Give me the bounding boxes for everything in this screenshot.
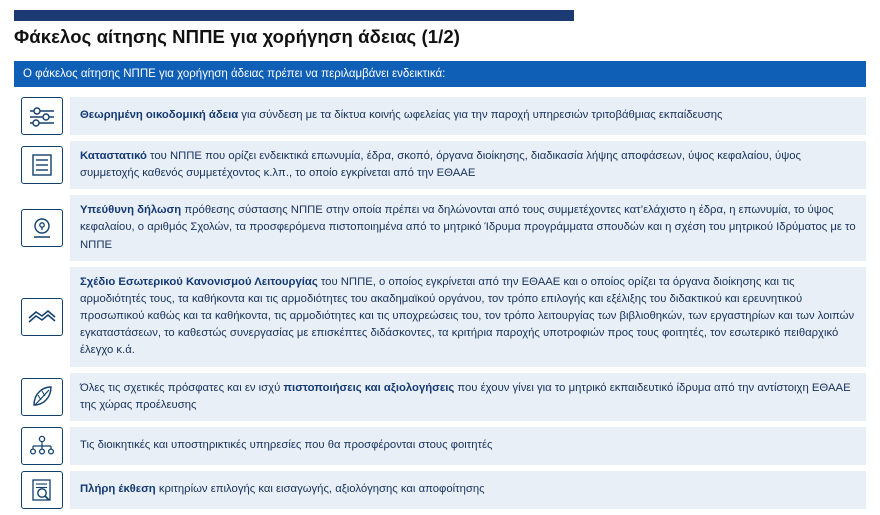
list-item-rest: για σύνδεση με τα δίκτυα κοινής ωφελείας για την παροχή υπηρεσιών τριτοβάθμιας εκπαίδευσης <box>238 109 723 122</box>
list-item-text <box>70 141 866 189</box>
list-item-rest: του ΝΠΠΕ, ο οποίος εγκρίνεται από την ΕΘΑΑΕ και ο οποίος ορίζει τα όργανα διοίκησης και τις αρμοδιότητές τους, τα καθήκοντα και τις αρμοδιότητες του ακαδημαϊκού οργάνου, τον τρόπο επιλογής και εξέλιξης του διδακτικού και ερευνητικού προσωπικού καθώς και τα καθήκοντα, τις αρμοδιότητες και τις υποχρεώσεις του, τον τρόπο λειτουργίας των βιβλιοθηκών, των εργαστηρίων και των λοιπών εγκαταστάσεων, το καθεστώς συνεργασίας με επισκέπτες διδάσκοντες, τα κριτήρια παροχής υποτροφιών προς τους φοιτητές, τον εσωτερικό πειθαρχικό έλεγχο κ.ά. <box>80 275 855 357</box>
org-chart-icon-glyph <box>28 434 56 458</box>
list-item-lead: Υπεύθυνη δήλωση <box>80 204 182 217</box>
document-lines-icon-glyph <box>29 153 55 177</box>
stamp-seal-icon <box>21 209 63 247</box>
list-item-lead: πιστοποιήσεις και αξιολογήσεις <box>283 381 455 394</box>
list-item-rest: κριτηρίων επιλογής και εισαγωγής, αξιολόγησης και αποφοίτησης <box>155 483 485 496</box>
icon-cell <box>14 373 70 421</box>
list-item <box>14 267 866 367</box>
list-item-rest: του ΝΠΠΕ που ορίζει ενδεικτικά επωνυμία, έδρα, σκοπό, όργανα διοίκησης, διαδικασία λήψης αποφάσεων, ύψος κεφαλαίου, ύψος συμμετοχής καθενός συμμετέχοντος κ.λπ., το οποίο εγκρίνεται από την ΕΘΑΑΕ <box>80 150 801 180</box>
list-item <box>14 195 866 260</box>
list-item-text <box>70 373 866 421</box>
list-item-text <box>70 195 866 260</box>
list-item-lead: Πλήρη έκθεση <box>80 483 156 496</box>
report-magnifier-icon <box>21 471 63 509</box>
list-item <box>14 373 866 421</box>
list-item-text <box>70 97 866 135</box>
icon-cell <box>14 195 70 260</box>
leaf-quality-icon <box>21 378 63 416</box>
list-item-text <box>70 427 866 465</box>
list-item-rest: Τις διοικητικές και υποστηρικτικές υπηρεσίες που θα προσφέρονται στους φοιτητές <box>80 439 493 452</box>
list-item <box>14 471 866 509</box>
icon-cell <box>14 427 70 465</box>
list-item-lead: Καταστατικό <box>80 150 147 162</box>
handshake-icon <box>21 298 63 336</box>
blueprint-icon <box>21 97 63 135</box>
list-item-rest: που έχουν γίνει για το μητρικό εκπαιδευτικό ίδρυμα από την αντίστοιχη ΕΘΑΑΕ της χώρας προέλευσης <box>80 381 851 411</box>
icon-cell <box>14 267 70 367</box>
list-item-rest: πρόθεσης σύστασης ΝΠΠΕ στην οποία πρέπει να δηλώνονται από τους συμμετέχοντες κατ’ελάχιστο η έδρα, η επωνυμία, το ύψος κεφαλαίου, ο αριθμός Σχολών, τα προσφερόμενα πιστοποιημένα από το μητρικό Ίδρυμα προγράμματα σπουδών και η σχέση του μητρικού Ιδρύματος με το ΝΠΠΕ <box>80 204 856 251</box>
list-item-text <box>70 471 866 509</box>
blueprint-icon-glyph <box>28 104 56 128</box>
list-item-lead: Θεωρημένη οικοδομική άδεια <box>80 109 239 122</box>
list-item <box>14 97 866 135</box>
icon-cell <box>14 471 70 509</box>
stamp-seal-icon-glyph <box>29 215 55 241</box>
icon-cell <box>14 141 70 189</box>
org-chart-icon <box>21 427 63 465</box>
list-item-lead-before: Όλες τις σχετικές πρόσφατες και εν ισχύ <box>80 381 284 394</box>
report-magnifier-icon-glyph <box>29 478 55 502</box>
requirements-list <box>14 97 866 515</box>
list-item <box>14 427 866 465</box>
list-item <box>14 141 866 189</box>
subtitle-banner <box>14 61 866 87</box>
handshake-icon-glyph <box>27 307 57 327</box>
list-item-text <box>70 267 866 367</box>
icon-cell <box>14 97 70 135</box>
document-lines-icon <box>21 146 63 184</box>
list-item-lead: Σχέδιο Εσωτερικού Κανονισμού Λειτουργίας <box>80 275 318 288</box>
leaf-quality-icon-glyph <box>29 384 55 410</box>
subtitle-text: Ο φάκελος αίτησης ΝΠΠΕ για χορήγηση άδειας πρέπει να περιλαμβάνει ενδεικτικά: <box>23 68 446 80</box>
page-title: Φάκελος αίτησης ΝΠΠΕ για χορήγηση άδειας (1/2) <box>14 26 461 47</box>
title-accent-bar <box>14 10 574 21</box>
